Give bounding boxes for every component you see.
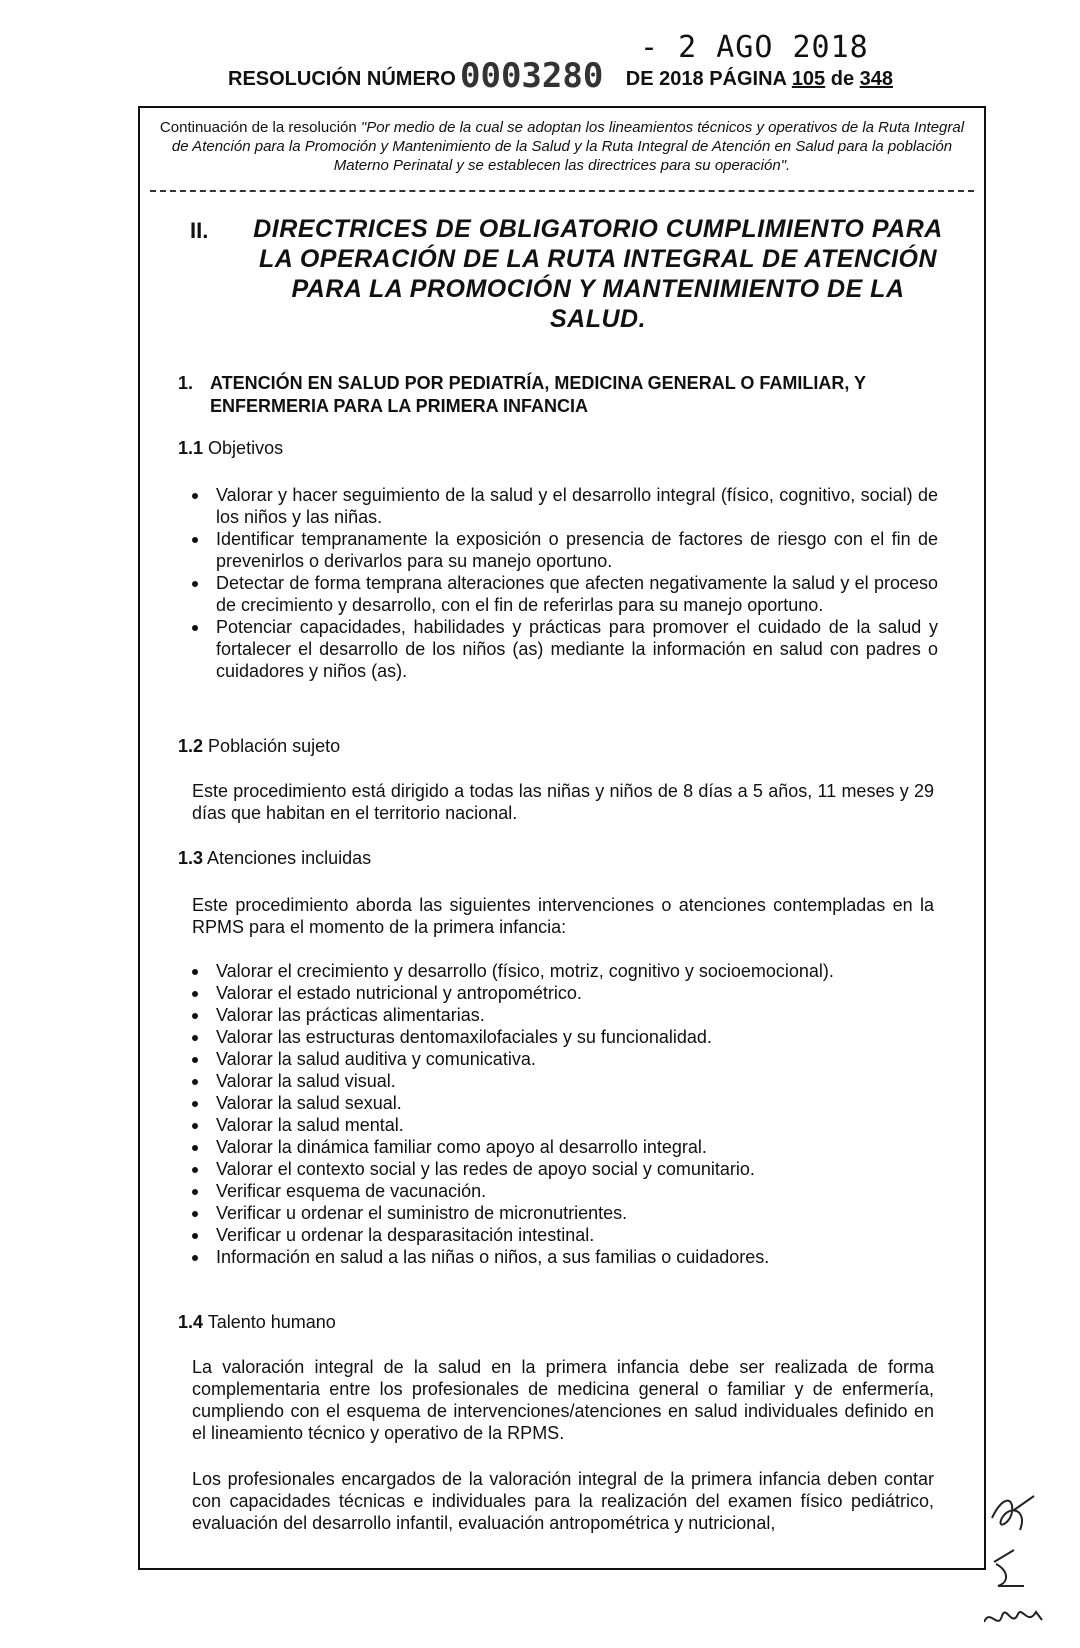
attentions-intro: Este procedimiento aborda las siguientes intervenciones o atenciones contempladas en la RPMS para el momento de la primera infancia: [192, 895, 934, 937]
resolution-label: RESOLUCIÓN NÚMERO [228, 68, 456, 90]
subheading-title: Talento humano [207, 1312, 336, 1332]
list-item: Verificar esquema de vacunación. [188, 1180, 938, 1202]
stamp-date: - 2 AGO 2018 [640, 30, 869, 65]
list-item: Valorar el crecimiento y desarrollo (físico, motriz, cognitivo y socioemocional). [188, 960, 938, 982]
list-item: Valorar la salud visual. [188, 1070, 938, 1092]
page-label: PÁGINA [709, 68, 787, 90]
subheading-1-3 [178, 848, 371, 869]
heading-1-number: 1. [178, 373, 194, 393]
talent-paragraph-2: Los profesionales encargados de la valoración integral de la primera infancia deben contar con capacidades técnicas e individuales para la realización del examen físico pediátrico, evaluación del desarrollo infantil, evaluación antropométrica y nutricional, [192, 1469, 934, 1533]
subheading-number: 1.1 [178, 438, 204, 458]
section-title: DIRECTRICES DE OBLIGATORIO CUMPLIMIENTO PARA LA OPERACIÓN DE LA RUTA INTEGRAL DE ATENCIÓN PARA LA PROMOCIÓN Y MANTENIMIENTO DE LA SALUD. [253, 215, 943, 333]
subheading-title: Atenciones incluidas [207, 848, 372, 868]
page-number: 105 [791, 68, 826, 90]
list-item: Valorar el estado nutricional y antropométrico. [188, 982, 938, 1004]
list-item: Información en salud a las niñas o niños, a sus familias o cuidadores. [188, 1246, 938, 1268]
list-item: Detectar de forma temprana alteraciones que afecten negativamente la salud y el proceso de crecimiento y desarrollo, con el fin de referirlas para su manejo oportuno. [188, 572, 938, 616]
heading-1-line2: ENFERMERIA PARA LA PRIMERA INFANCIA [210, 396, 588, 416]
subheading-title: Objetivos [208, 438, 284, 458]
continuation-text: "Por medio de la cual se adoptan los lineamientos técnicos y operativos de la Ruta Integral de Atención para la Promoción y Mantenimiento de la Salud y la Ruta Integral de Atención en Salud para la población Materno Perinatal y se establecen las directrices para su operación". [171, 119, 965, 174]
heading-1-line1: ATENCIÓN EN SALUD POR PEDIATRÍA, MEDICINA GENERAL O FAMILIAR, Y [210, 373, 867, 393]
attentions-list [188, 960, 938, 1268]
list-item: Identificar tempranamente la exposición o presencia de factores de riesgo con el fin de prevenirlos o derivarlos para su manejo oportuno. [188, 528, 938, 572]
list-item: Verificar u ordenar el suministro de micronutrientes. [188, 1202, 938, 1224]
list-item: Potenciar capacidades, habilidades y prácticas para promover el cuidado de la salud y fortalecer el desarrollo de los niños (as) mediante la información en salud con padres o cuidadores y niños (as). [188, 616, 938, 682]
of-label: de [830, 68, 855, 90]
subheading-number: 1.4 [178, 1312, 204, 1332]
dashed-divider [150, 190, 974, 192]
year-label: DE 2018 [625, 68, 704, 90]
handwritten-initials [984, 1490, 1044, 1640]
list-item: Valorar las prácticas alimentarias. [188, 1004, 938, 1026]
subheading-1-1 [178, 438, 283, 459]
total-pages: 348 [859, 68, 894, 90]
list-item: Valorar la salud sexual. [188, 1092, 938, 1114]
section-number: II. [190, 218, 209, 243]
talent-paragraph-1: La valoración integral de la salud en la primera infancia debe ser realizada de forma complementaria entre los profesionales de medicina general o familiar y de enfermería, cumpliendo con el esquema de intervenciones/atenciones en salud individuales definido en el lineamiento técnico y operativo de la RPMS. [192, 1357, 934, 1443]
stamp-resolution-number: 0003280 [460, 56, 604, 96]
objectives-list [188, 484, 938, 682]
list-item: Valorar la salud auditiva y comunicativa. [188, 1048, 938, 1070]
subheading-number: 1.3 [178, 848, 204, 868]
list-item: Valorar la salud mental. [188, 1114, 938, 1136]
subheading-1-4 [178, 1312, 336, 1333]
population-paragraph: Este procedimiento está dirigido a todas las niñas y niños de 8 días a 5 años, 11 meses y 29 días que habitan en el territorio nacional. [192, 781, 934, 823]
subheading-title: Población sujeto [208, 736, 341, 756]
resolution-header [228, 68, 893, 91]
list-item: Valorar y hacer seguimiento de la salud y el desarrollo integral (físico, cognitivo, social) de los niños y las niñas. [188, 484, 938, 528]
list-item: Valorar el contexto social y las redes de apoyo social y comunitario. [188, 1158, 938, 1180]
subheading-1-2 [178, 736, 340, 757]
heading-1 [178, 372, 948, 418]
list-item: Valorar la dinámica familiar como apoyo al desarrollo integral. [188, 1136, 938, 1158]
list-item: Verificar u ordenar la desparasitación intestinal. [188, 1224, 938, 1246]
continuation-note [150, 118, 974, 175]
continuation-lead: Continuación de la resolución [159, 119, 361, 136]
list-item: Valorar las estructuras dentomaxilofaciales y su funcionalidad. [188, 1026, 938, 1048]
subheading-number: 1.2 [178, 736, 204, 756]
